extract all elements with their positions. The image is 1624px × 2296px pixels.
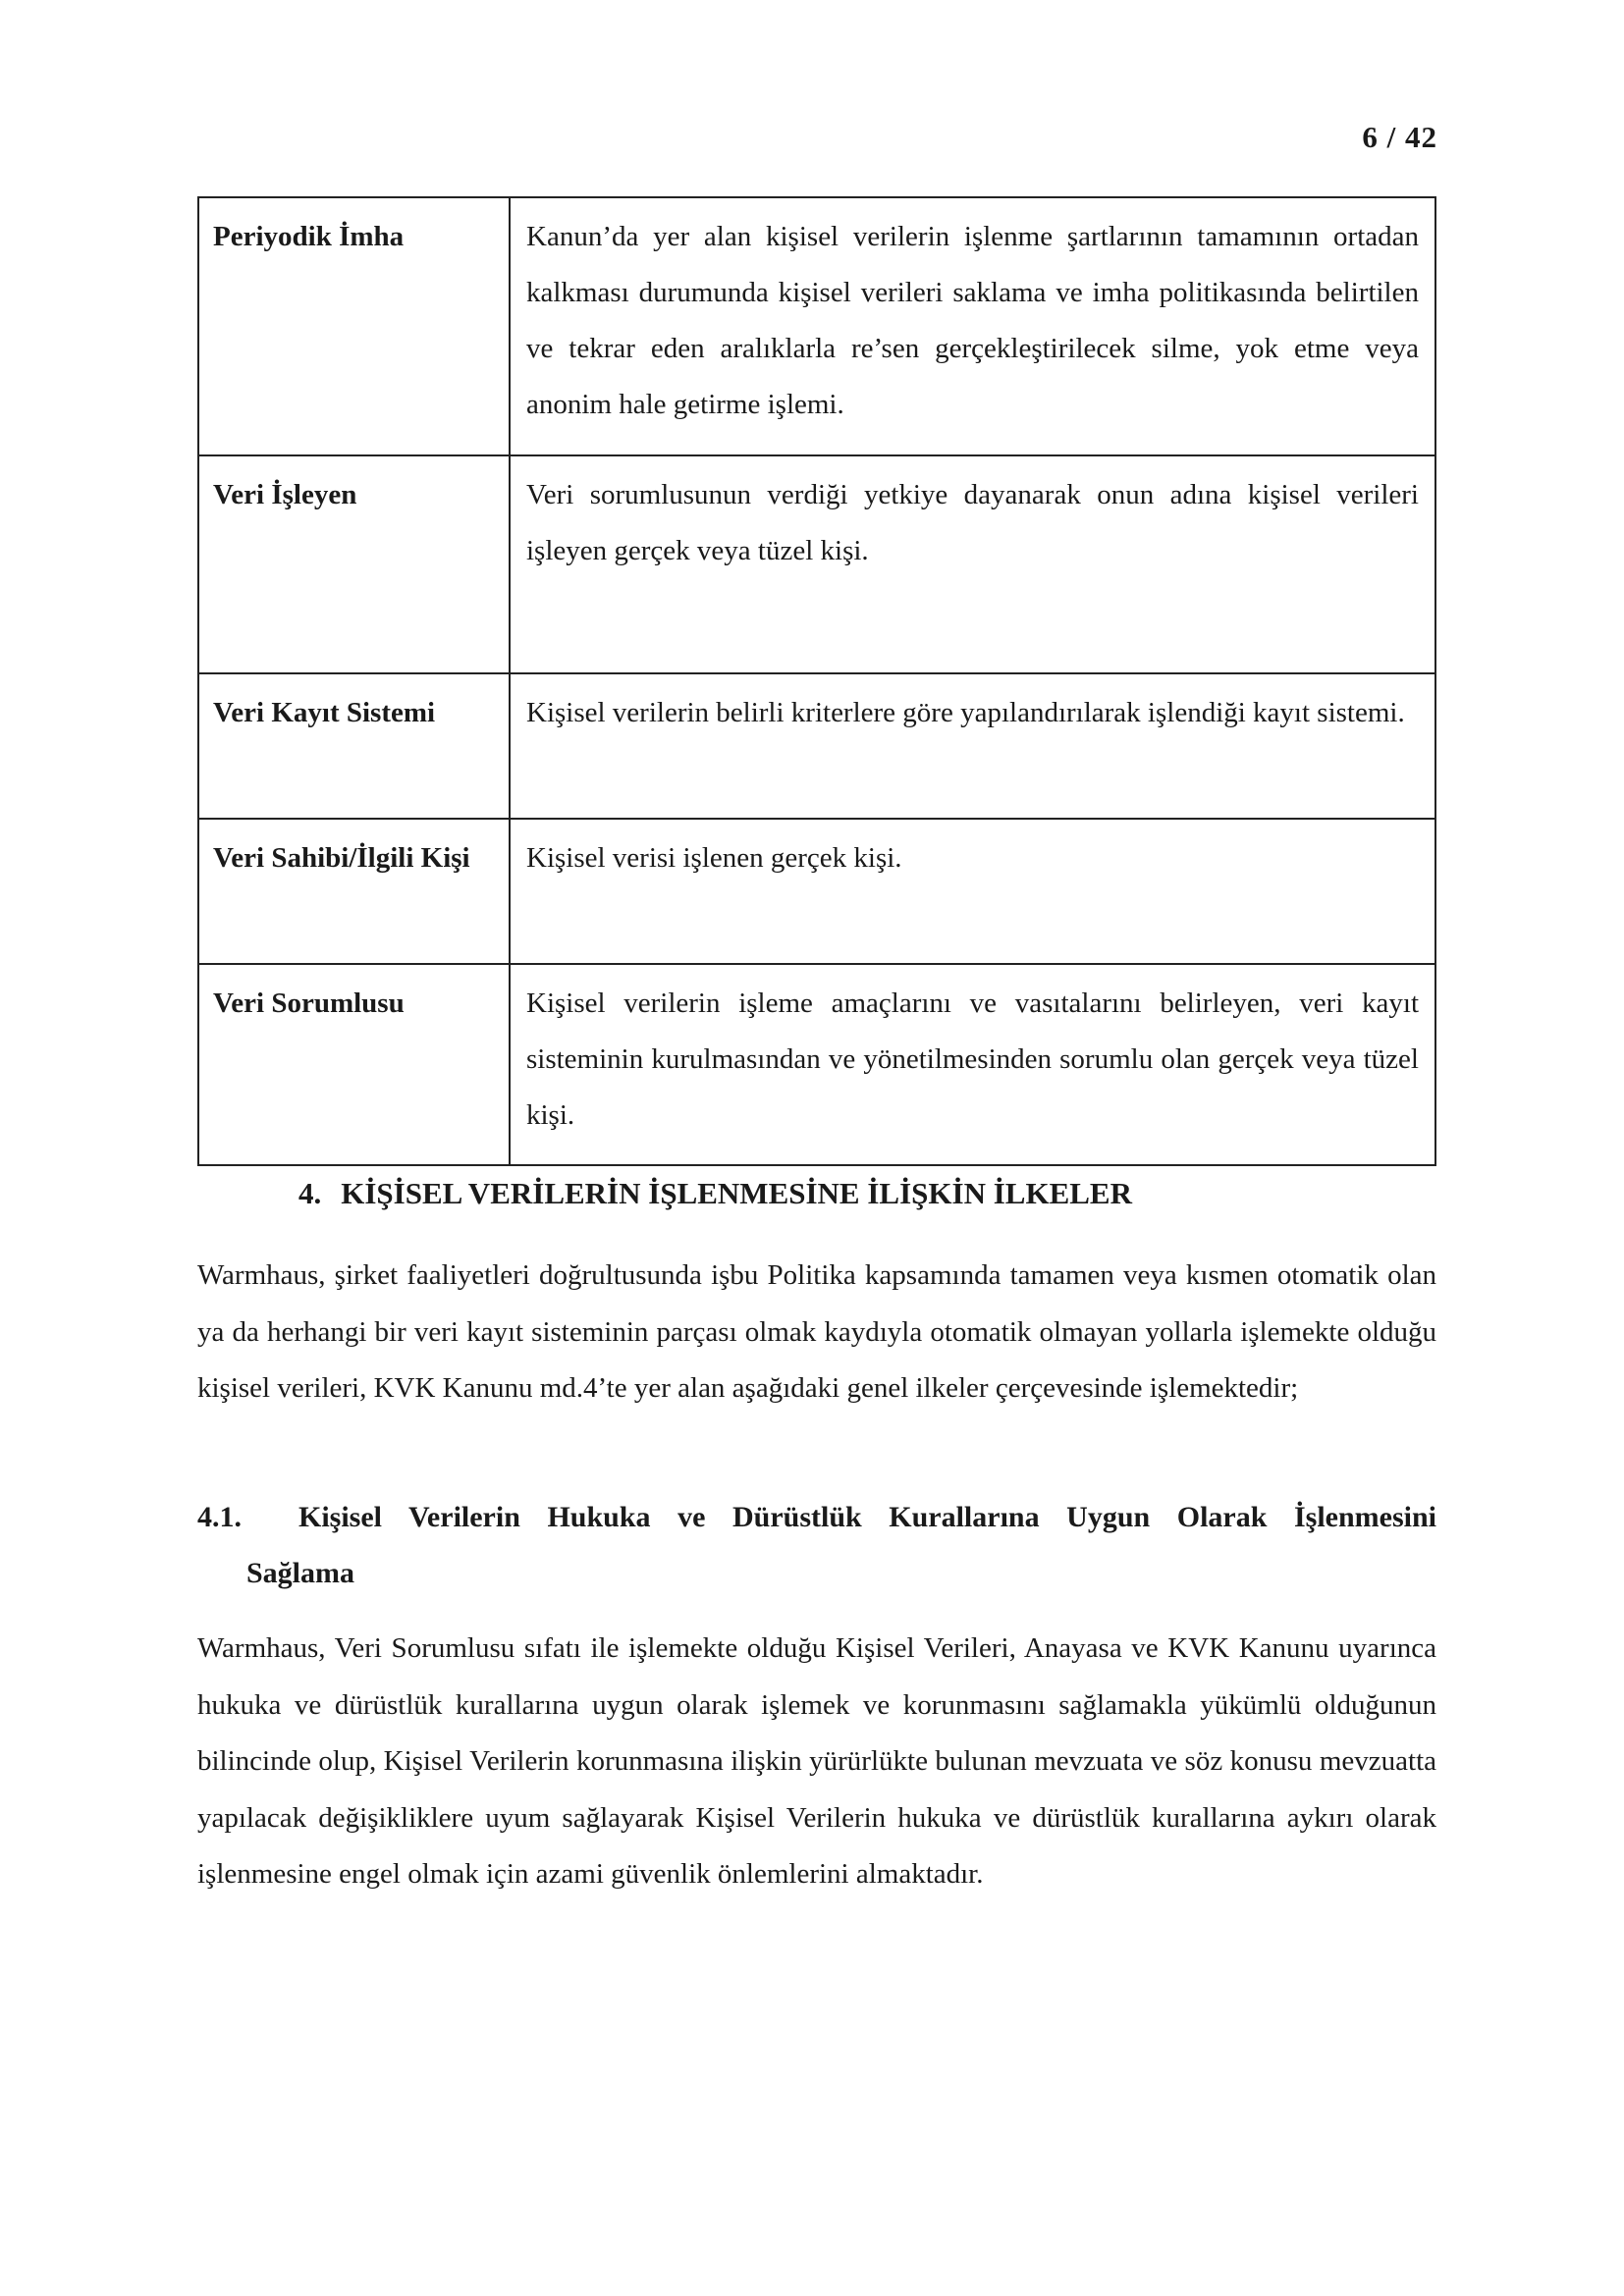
table-row <box>198 455 1435 673</box>
subsection-heading <box>197 1489 1436 1601</box>
page-number: 6 / 42 <box>1362 120 1437 154</box>
subsection-title: Kişisel Verilerin Hukuka ve Dürüstlük Kurallarına Uygun Olarak İşlenmesini <box>298 1501 1436 1533</box>
subsection-paragraph: Warmhaus, Veri Sorumlusu sıfatı ile işlemekte olduğu Kişisel Verileri, Anayasa ve KVK Kanunu uyarınca hukuka ve dürüstlük kurallarına uygun olarak işlemek ve korunmasını sağlamakla yükümlü olduğunun bilincinde olup, Kişisel Verilerin korunmasına ilişkin yürürlükte bulunan mevzuata ve söz konusu mevzuatta yapılacak değişikliklere uyum sağlayarak Kişisel Verilerin hukuka ve dürüstlük kurallarına aykırı olarak işlenmesine engel olmak için azami güvenlik önlemlerini almaktadır. <box>197 1632 1436 1890</box>
definition-term: Veri İşleyen <box>198 455 510 673</box>
table-row <box>198 964 1435 1165</box>
subsection-title-continued: Sağlama <box>246 1557 355 1589</box>
definitions-table <box>197 196 1436 1166</box>
definition-term: Veri Sorumlusu <box>198 964 510 1165</box>
section-number: 4. <box>298 1176 322 1210</box>
section-title: KİŞİSEL VERİLERİN İŞLENMESİNE İLİŞKİN İLKELER <box>341 1176 1132 1210</box>
definition-description: Veri sorumlusunun verdiği yetkiye dayanarak onun adına kişisel verileri işleyen gerçek veya tüzel kişi. <box>510 455 1435 673</box>
definition-description: Kanun’da yer alan kişisel verilerin işlenme şartlarının tamamının ortadan kalkması durumunda kişisel verileri saklama ve imha politikasında belirtilen ve tekrar eden aralıklarla re’sen gerçekleştirilecek silme, yok etme veya anonim hale getirme işlemi. <box>510 197 1435 455</box>
definition-term: Veri Kayıt Sistemi <box>198 673 510 819</box>
definition-description: Kişisel verilerin işleme amaçlarını ve vasıtalarını belirleyen, veri kayıt sisteminin kurulmasından ve yönetilmesinden sorumlu olan gerçek veya tüzel kişi. <box>510 964 1435 1165</box>
definition-description: Kişisel verilerin belirli kriterlere göre yapılandırılarak işlendiği kayıt sistemi. <box>510 673 1435 819</box>
section-paragraph: Warmhaus, şirket faaliyetleri doğrultusunda işbu Politika kapsamında tamamen veya kısmen otomatik olan ya da herhangi bir veri kayıt sisteminin parçası olmak kaydıyla otomatik olmayan yollarla işlemekte olduğu kişisel verileri, KVK Kanunu md.4’te yer alan aşağıdaki genel ilkeler çerçevesinde işlemektedir; <box>197 1259 1436 1404</box>
table-row <box>198 819 1435 964</box>
definition-term: Periyodik İmha <box>198 197 510 455</box>
section-heading <box>298 1174 1132 1213</box>
table-row <box>198 197 1435 455</box>
subsection-number: 4.1. <box>197 1501 242 1533</box>
table-row <box>198 673 1435 819</box>
definition-term: Veri Sahibi/İlgili Kişi <box>198 819 510 964</box>
definition-description: Kişisel verisi işlenen gerçek kişi. <box>510 819 1435 964</box>
